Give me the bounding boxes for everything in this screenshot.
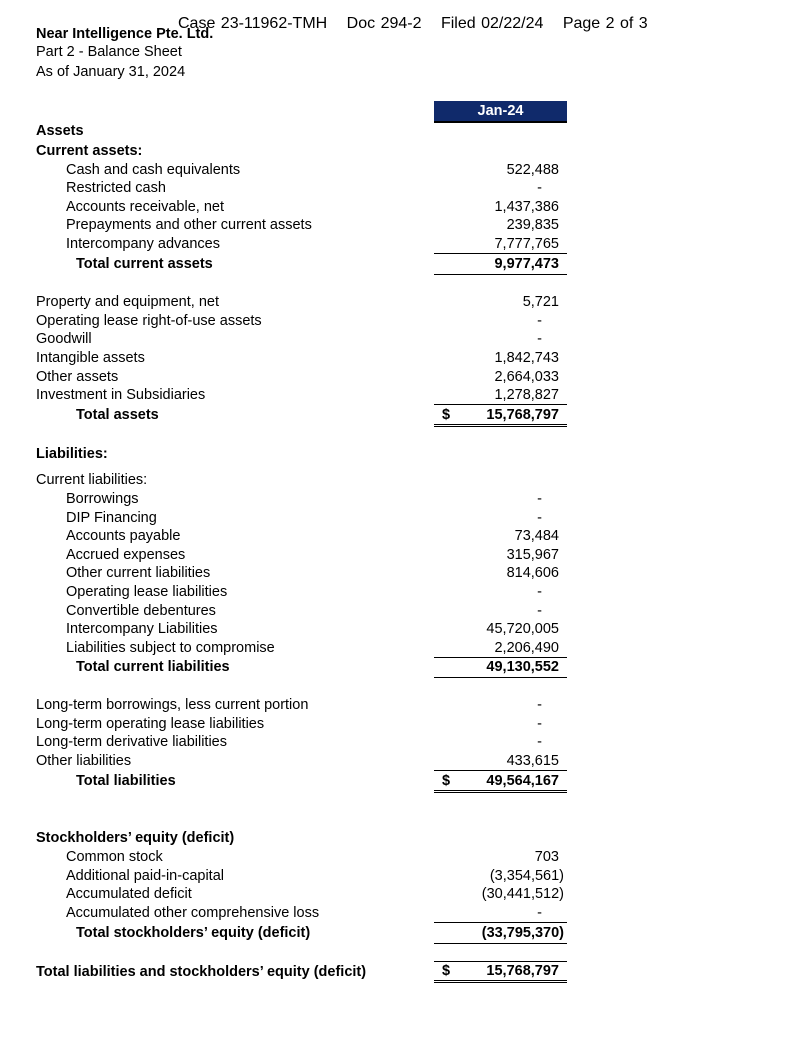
- line-item-label: Accounts receivable, net: [66, 199, 224, 215]
- line-item-value: -: [537, 697, 542, 713]
- line-item-label: Intercompany Liabilities: [66, 621, 218, 637]
- line-item-value: 239,835: [506, 217, 559, 233]
- line-item-label: Restricted cash: [66, 180, 166, 196]
- line-item-label: Other assets: [36, 369, 119, 385]
- line-item-label: Liabilities subject to compromise: [66, 640, 275, 656]
- assets-heading: Assets: [36, 123, 84, 139]
- double-total-rule: [434, 980, 567, 983]
- total-rule: [434, 943, 567, 944]
- company-name: Near Intelligence Pte. Ltd.: [36, 26, 214, 42]
- line-item-value: -: [537, 313, 542, 329]
- line-item-label: Accumulated other comprehensive loss: [66, 905, 320, 921]
- page-number: Page 2 of 3: [562, 15, 648, 32]
- line-item-value: -: [537, 491, 542, 507]
- line-item-label: Additional paid-in-capital: [66, 868, 224, 884]
- line-item-label: Accounts payable: [66, 528, 181, 544]
- line-item-label: Common stock: [66, 849, 163, 865]
- line-item-label: Accumulated deficit: [66, 886, 192, 902]
- line-item-value: 522,488: [506, 162, 559, 178]
- double-total-rule: [434, 790, 567, 793]
- line-item-label: Long-term borrowings, less current portion: [36, 697, 309, 713]
- current-assets-heading: Current assets:: [36, 143, 143, 159]
- line-item-value: -: [537, 180, 542, 196]
- line-item-label: Operating lease liabilities: [66, 584, 228, 600]
- total-equity-label: Total stockholders’ equity (deficit): [76, 925, 311, 941]
- liabilities-heading: Liabilities:: [36, 446, 108, 462]
- line-item-value: 315,967: [506, 547, 559, 563]
- line-item-label: Other liabilities: [36, 753, 132, 769]
- line-item-label: Operating lease right-of-use assets: [36, 313, 262, 329]
- line-item-value: -: [537, 584, 542, 600]
- line-item-label: Prepayments and other current assets: [66, 217, 312, 233]
- line-item-label: Accrued expenses: [66, 547, 186, 563]
- column-header: Jan-24: [434, 101, 567, 123]
- grand-total-label: Total liabilities and stockholders’ equity (deficit): [36, 964, 367, 980]
- line-item-value: 814,606: [506, 565, 559, 581]
- subtotal-rule: [434, 253, 567, 254]
- line-item-label: Borrowings: [66, 491, 139, 507]
- doc-number: Doc 294-2: [346, 15, 422, 32]
- total-current-assets-label: Total current assets: [76, 256, 213, 272]
- line-item-value: 2,206,490: [494, 640, 559, 656]
- line-item-label: Convertible debentures: [66, 603, 216, 619]
- currency-symbol: $: [442, 963, 451, 979]
- line-item-value: 45,720,005: [486, 621, 559, 637]
- line-item-value: 433,615: [506, 753, 559, 769]
- line-item-value: -: [537, 510, 542, 526]
- total-rule: [434, 274, 567, 275]
- total-liabilities-value: 49,564,167: [486, 773, 559, 789]
- line-item-value: 7,777,765: [494, 236, 559, 252]
- total-liabilities-label: Total liabilities: [76, 773, 176, 789]
- line-item-value: 5,721: [522, 294, 559, 310]
- line-item-label: Investment in Subsidiaries: [36, 387, 206, 403]
- double-total-rule: [434, 424, 567, 427]
- line-item-value: -: [537, 905, 542, 921]
- line-item-label: Long-term operating lease liabilities: [36, 716, 265, 732]
- line-item-value: 1,278,827: [494, 387, 559, 403]
- total-assets-value: 15,768,797: [486, 407, 559, 423]
- line-item-value: -: [537, 603, 542, 619]
- currency-symbol: $: [442, 773, 451, 789]
- grand-total-value: 15,768,797: [486, 963, 559, 979]
- line-item-label: Goodwill: [36, 331, 92, 347]
- subtotal-rule: [434, 404, 567, 405]
- line-item-value: 1,842,743: [494, 350, 559, 366]
- line-item-value: -: [537, 716, 542, 732]
- current-liabilities-heading: Current liabilities:: [36, 472, 148, 488]
- total-current-liabilities-label: Total current liabilities: [76, 659, 230, 675]
- line-item-value: -: [537, 331, 542, 347]
- total-current-assets-value: 9,977,473: [494, 256, 559, 272]
- line-item-label: Cash and cash equivalents: [66, 162, 241, 178]
- line-item-value: 1,437,386: [494, 199, 559, 215]
- line-item-label: Other current liabilities: [66, 565, 211, 581]
- case-number: Case 23-11962-TMH: [178, 15, 328, 32]
- line-item-value: (30,441,512): [481, 886, 564, 902]
- line-item-value: 703: [534, 849, 559, 865]
- line-item-value: 73,484: [514, 528, 559, 544]
- subtotal-rule: [434, 770, 567, 771]
- report-date: As of January 31, 2024: [36, 64, 186, 80]
- total-rule: [434, 677, 567, 678]
- total-assets-label: Total assets: [76, 407, 159, 423]
- line-item-label: Intangible assets: [36, 350, 145, 366]
- line-item-value: (3,354,561): [489, 868, 564, 884]
- filed-date: Filed 02/22/24: [440, 15, 544, 32]
- case-header: [178, 15, 662, 33]
- line-item-label: Intercompany advances: [66, 236, 220, 252]
- report-subtitle: Part 2 - Balance Sheet: [36, 44, 182, 60]
- line-item-value: -: [537, 734, 542, 750]
- equity-heading: Stockholders’ equity (deficit): [36, 830, 235, 846]
- currency-symbol: $: [442, 407, 451, 423]
- total-current-liabilities-value: 49,130,552: [486, 659, 559, 675]
- line-item-label: Property and equipment, net: [36, 294, 219, 310]
- line-item-label: Long-term derivative liabilities: [36, 734, 227, 750]
- line-item-label: DIP Financing: [66, 510, 157, 526]
- line-item-value: 2,664,033: [494, 369, 559, 385]
- total-equity-value: (33,795,370): [481, 925, 564, 941]
- subtotal-rule: [434, 922, 567, 923]
